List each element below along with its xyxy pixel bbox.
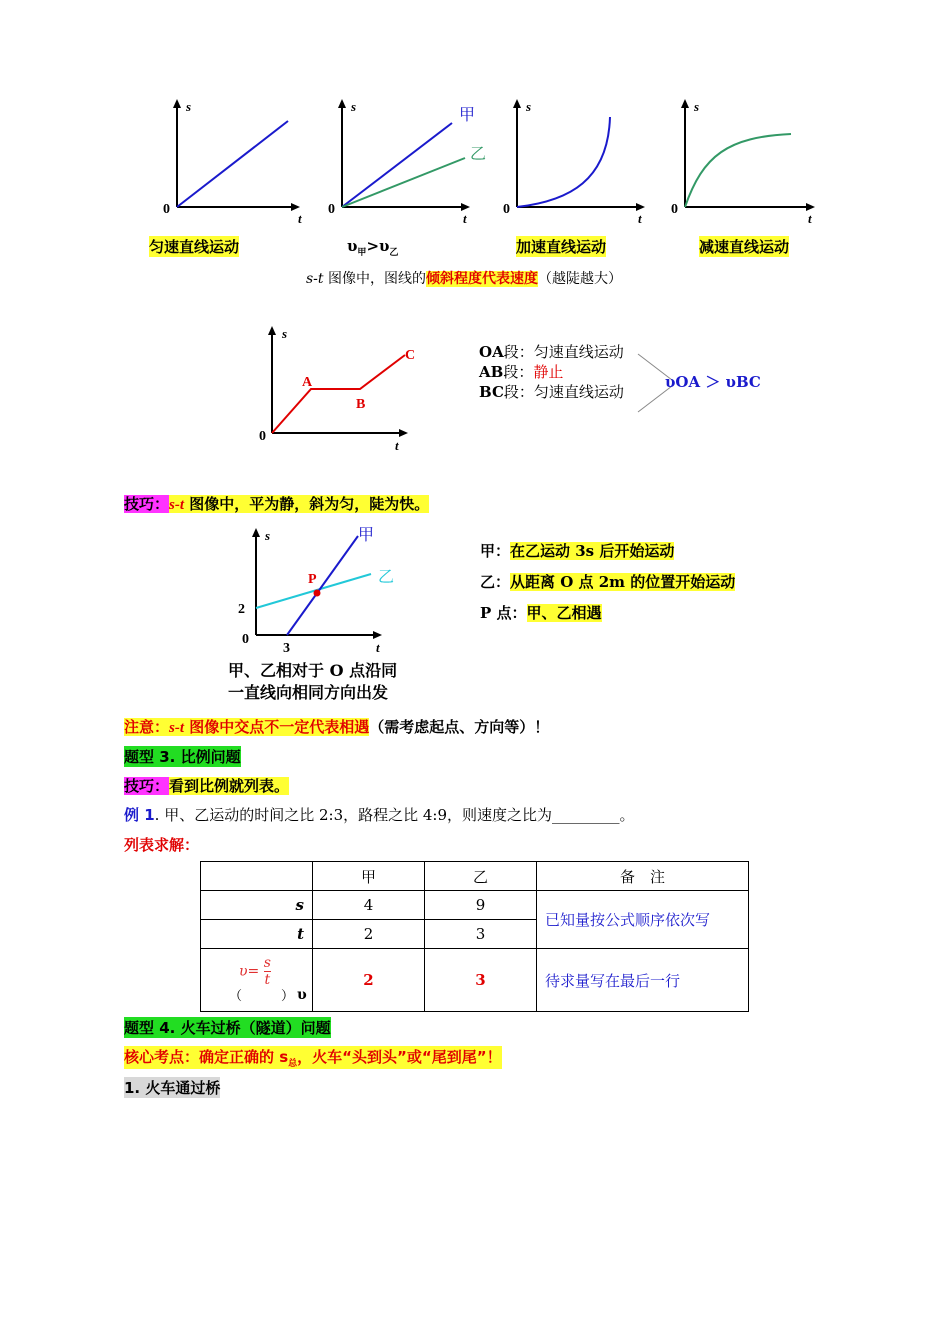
svg-text:s: s xyxy=(282,326,288,341)
oabc-compare: υOA ＞ υBC xyxy=(665,373,761,391)
core-point: 核心考点：确定正确的 $s_总$，火车“头到头”或“尾到尾”！ xyxy=(124,1048,502,1069)
note-known: 已知量按公式顺序依次写 xyxy=(537,891,749,949)
svg-text:P: P xyxy=(308,572,317,587)
graph-oabc xyxy=(255,320,425,455)
svg-text:t: t xyxy=(376,640,380,655)
solve-label: 列表求解： xyxy=(124,836,200,854)
line-yi-label: 乙 xyxy=(470,146,487,163)
subsection-1: 1. 火车通过桥 xyxy=(124,1079,221,1097)
axis-t: t xyxy=(298,211,302,226)
section-type4: 题型 4. 火车过桥（隧道）问题 xyxy=(124,1019,331,1037)
graph-meeting xyxy=(225,522,405,657)
svg-text:0: 0 xyxy=(328,202,335,217)
svg-text:t: t xyxy=(808,211,812,226)
point-a: A xyxy=(302,375,313,390)
ratio-table xyxy=(200,861,749,1012)
meeting-caption: 甲、乙相对于 O 点沿同 一直线向相同方向出发 xyxy=(228,661,398,702)
svg-text:t: t xyxy=(463,211,467,226)
svg-text:0: 0 xyxy=(503,202,510,217)
axis-s: s xyxy=(186,99,192,114)
svg-text:s: s xyxy=(526,99,532,114)
label-compare: $\upsilon_甲>\upsilon_乙$ xyxy=(347,237,399,258)
svg-text:0: 0 xyxy=(259,429,266,444)
section-type3: 题型 3. 比例问题 xyxy=(124,748,241,766)
table-header-row: 甲 乙 备 注 xyxy=(201,862,749,891)
label-uniform: 匀速直线运动 xyxy=(149,238,240,256)
velocity-formula: υ= $\frac{s}{t}$ xyxy=(239,955,271,988)
point-c: C xyxy=(405,348,416,363)
example-1: 例 1. 甲、乙运动的时间之比 2:3，路程之比 4:9，则速度之比为_________。 xyxy=(124,806,635,824)
svg-text:3: 3 xyxy=(283,641,290,656)
label-decelerate: 减速直线运动 xyxy=(699,238,790,256)
svg-text:s: s xyxy=(351,99,357,114)
origin: 0 xyxy=(163,202,170,217)
tip-ratio: 技巧：看到比例就列表。 xyxy=(124,777,290,795)
oabc-notes: OA段：匀速直线运动 AB段：静止 BC段：匀速直线运动 xyxy=(479,343,624,401)
graph-decelerate xyxy=(668,95,828,230)
line-jia-label: 甲 xyxy=(459,107,476,124)
svg-text:t: t xyxy=(638,211,642,226)
table-row: υ= $\frac{s}{t}$ （ ） υ 2 3 待求量写在最后一行 xyxy=(201,949,749,1012)
label-accelerate: 加速直线运动 xyxy=(516,238,607,256)
caption-slope: s-t 图像中，图线的倾斜程度代表速度（越陡越大） xyxy=(306,271,622,287)
table-row: s 4 9 已知量按公式顺序依次写 xyxy=(201,891,749,920)
notice: 注意：s-t 图像中交点不一定代表相遇（需考虑起点、方向等）！ xyxy=(124,718,550,736)
meeting-point xyxy=(314,590,321,597)
graph-uniform xyxy=(160,95,310,230)
note-unknown: 待求量写在最后一行 xyxy=(537,949,749,1012)
svg-text:t: t xyxy=(395,438,399,453)
tip-st-graph: 技巧：s-t 图像中，平为静，斜为匀，陡为快。 xyxy=(124,495,430,513)
svg-text:s: s xyxy=(265,528,271,543)
graph-compare xyxy=(325,95,495,230)
svg-text:甲: 甲 xyxy=(358,527,375,544)
svg-text:乙: 乙 xyxy=(378,569,395,586)
svg-text:2: 2 xyxy=(238,602,245,617)
svg-text:s: s xyxy=(694,99,700,114)
meeting-notes: 甲：在乙运动 3s 后开始运动 乙：从距离 O 点 2m 的位置开始运动 P 点：甲、乙相遇 xyxy=(480,542,736,622)
point-b: B xyxy=(356,397,366,412)
graph-accelerate xyxy=(500,95,660,230)
svg-text:0: 0 xyxy=(671,202,678,217)
svg-text:0: 0 xyxy=(242,632,249,647)
table-row: t 2 3 xyxy=(201,920,749,949)
